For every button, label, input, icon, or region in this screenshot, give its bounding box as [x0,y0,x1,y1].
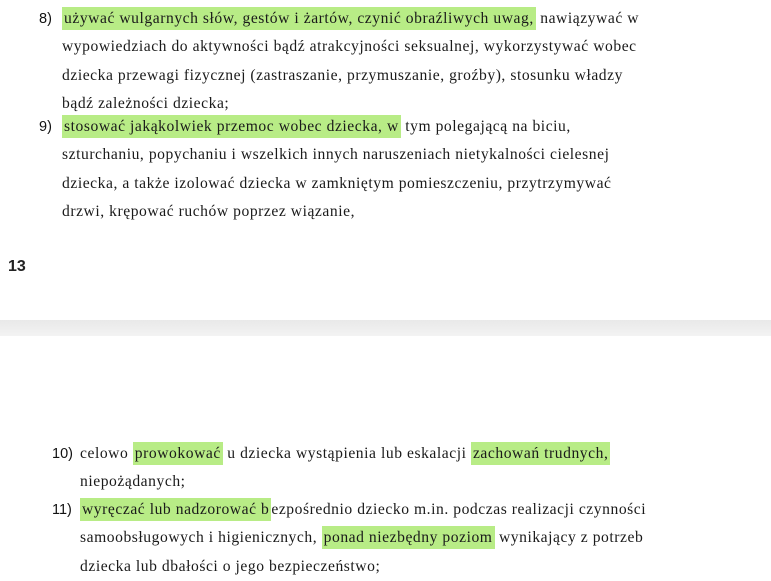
item-8-line-2: wypowiedziach do aktywności bądź atrakcyjności seksualnej, wykorzystywać wobec [62,38,637,55]
item-11-line-2: samoobsługowych i higienicznych, ponad niezbędny poziom wynikający z potrzeb [80,524,643,552]
item-number-8: 8) [39,11,52,27]
document-page-bottom [0,336,771,575]
highlighted-text: ponad niezbędny poziom [322,526,495,549]
highlighted-text: stosować jakąkolwiek przemoc wobec dziecka, w [62,115,401,138]
page-number: 13 [8,258,26,275]
item-11-line-1: wyręczać lub nadzorować b ezpośrednio dziecko m.in. podczas realizacji czynności [80,496,646,524]
item-8-line-3: dziecka przewagi fizycznej (zastraszanie, przymuszanie, groźby), stosunku władzy [62,67,623,84]
item-8-line-4: bądź zależności dziecka; [62,95,230,112]
highlighted-text: prowokować [133,442,223,465]
item-9-line-4: drzwi, krępować ruchów poprzez wiązanie, [62,203,356,220]
highlighted-text: wyręczać lub nadzorować b [80,498,271,521]
item-number-10: 10) [52,446,73,462]
item-9-line-1: stosować jakąkolwiek przemoc wobec dziecka, w tym polegającą na biciu, [62,113,571,141]
highlighted-text: zachowań trudnych, [471,442,610,465]
item-number-11: 11) [52,502,72,518]
highlighted-text: używać wulgarnych słów, gestów i żartów, czynić obraźliwych uwag, [62,7,536,30]
item-10-line-1: celowo prowokować u dziecka wystąpienia lub eskalacji zachowań trudnych, [80,440,610,468]
item-10-line-2: niepożądanych; [80,473,186,490]
item-11-line-3: dziecka lub dbałości o jego bezpieczeństwo; [80,558,381,575]
item-9-line-2: szturchaniu, popychaniu i wszelkich innych naruszeniach nietykalności cielesnej [62,146,610,163]
item-9-line-3: dziecka, a także izolować dziecka w zamkniętym pomieszczeniu, przytrzymywać [62,175,612,192]
item-number-9: 9) [39,119,52,135]
page-break-divider [0,320,771,336]
item-8-line-1: używać wulgarnych słów, gestów i żartów, czynić obraźliwych uwag, nawiązywać w [62,5,639,33]
